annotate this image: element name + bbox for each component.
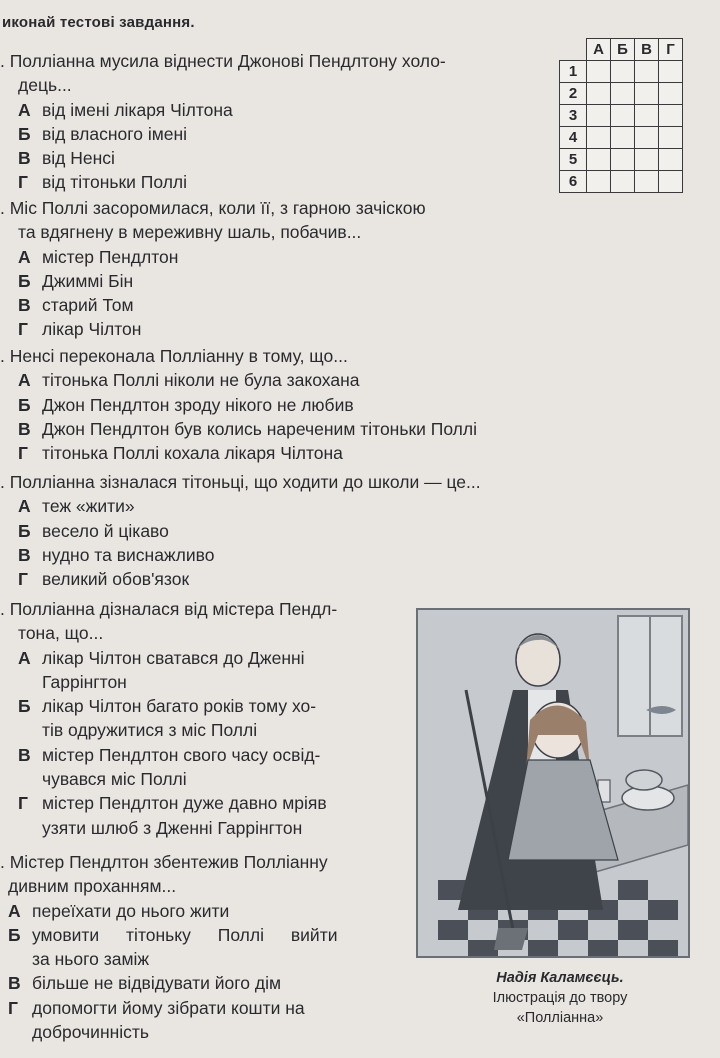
grid-row-label: 5 xyxy=(560,149,587,171)
question-stem: . Містер Пендлтон збентежив Полліанну xyxy=(0,852,328,872)
question-stem: . Міс Поллі засоромилася, коли її, з гарною зачіскою xyxy=(0,198,426,218)
answer-option[interactable]: А теж «жити» xyxy=(18,496,135,517)
grid-row xyxy=(560,105,683,127)
question-stem: . Ненсі переконала Полліанну в тому, що... xyxy=(0,346,348,366)
answer-option[interactable]: В старий Том xyxy=(18,295,134,316)
answer-option[interactable]: А тітонька Поллі ніколи не була закохана xyxy=(18,370,360,391)
grid-cell[interactable] xyxy=(635,149,659,171)
grid-cell[interactable] xyxy=(611,83,635,105)
answer-option[interactable]: Б лікар Чілтон багато років тому хо- тів одружитися з міс Поллі xyxy=(18,696,317,741)
question-6 xyxy=(0,850,410,1044)
answer-option[interactable]: А містер Пендлтон xyxy=(18,246,179,267)
grid-cell[interactable] xyxy=(635,127,659,149)
grid-cell[interactable] xyxy=(659,105,683,127)
grid-row xyxy=(560,171,683,193)
grid-cell[interactable] xyxy=(587,83,611,105)
question-stem: дець... xyxy=(18,75,72,96)
grid-row-label: 1 xyxy=(560,61,587,83)
answer-option[interactable]: Г лікар Чілтон xyxy=(18,319,142,340)
answer-option[interactable]: Б весело й цікаво xyxy=(18,520,169,541)
answer-option[interactable]: Б Джиммі Бін xyxy=(18,270,134,291)
grid-cell[interactable] xyxy=(635,171,659,193)
grid-cell[interactable] xyxy=(659,61,683,83)
grid-row xyxy=(560,127,683,149)
question-5 xyxy=(0,597,410,840)
grid-cell[interactable] xyxy=(587,149,611,171)
grid-cell[interactable] xyxy=(611,105,635,127)
grid-cell[interactable] xyxy=(611,149,635,171)
answer-option[interactable]: В нудно та виснажливо xyxy=(18,544,215,565)
grid-cell[interactable] xyxy=(659,127,683,149)
grid-row xyxy=(560,61,683,83)
illustration-drawing xyxy=(418,610,688,956)
question-1 xyxy=(0,49,560,195)
grid-cell[interactable] xyxy=(587,171,611,193)
answer-option[interactable]: А переїхати до нього жити xyxy=(8,900,230,921)
answer-option[interactable]: Г містер Пендлтон дуже давно мріяв узяти шлюб з Дженні Гаррінгтон xyxy=(18,793,327,838)
answer-option[interactable]: Г великий обов'язок xyxy=(18,569,190,590)
grid-cell[interactable] xyxy=(587,127,611,149)
question-stem: тона, що... xyxy=(18,623,104,644)
answer-option[interactable]: А лікар Чілтон сватався до Дженні Гаррінгтон xyxy=(18,647,305,692)
grid-col-g: Г xyxy=(659,39,683,61)
caption-line: «Полліанна» xyxy=(516,1010,604,1026)
grid-row-label: 2 xyxy=(560,83,587,105)
answer-option[interactable]: В від Ненсі xyxy=(18,148,115,169)
question-stem: . Полліанна дізналася від містера Пендл- xyxy=(0,599,338,619)
answer-option[interactable]: В більше не відвідувати його дім xyxy=(8,973,282,994)
illustration-caption xyxy=(440,968,680,1028)
grid-cell[interactable] xyxy=(611,171,635,193)
grid-cell[interactable] xyxy=(635,61,659,83)
grid-row xyxy=(560,149,683,171)
answer-grid xyxy=(559,38,683,193)
answer-option[interactable]: Б умовити тітоньку Поллі вийти за нього заміж xyxy=(8,924,338,970)
grid-row-label: 4 xyxy=(560,127,587,149)
grid-col-v: В xyxy=(635,39,659,61)
caption-line: Ілюстрація до твору xyxy=(492,990,628,1006)
illustration xyxy=(416,608,690,958)
grid-row-label: 6 xyxy=(560,171,587,193)
grid-col-a: А xyxy=(587,39,611,61)
grid-cell[interactable] xyxy=(587,105,611,127)
question-4 xyxy=(0,470,660,591)
grid-row-label: 3 xyxy=(560,105,587,127)
grid-cell[interactable] xyxy=(611,61,635,83)
answer-option[interactable]: Б Джон Пендлтон зроду нікого не любив xyxy=(18,394,354,415)
question-stem: . Полліанна мусила віднести Джонові Пендлтону холо- xyxy=(0,51,446,71)
question-2 xyxy=(0,196,560,342)
answer-option[interactable]: В Джон Пендлтон був колись нареченим тітоньки Поллі xyxy=(18,418,477,439)
answer-option[interactable]: А від імені лікаря Чілтона xyxy=(18,99,233,120)
answer-option[interactable]: Г тітонька Поллі кохала лікаря Чілтона xyxy=(18,443,343,464)
answer-option[interactable]: Г допомогти йому зібрати кошти на доброчинність xyxy=(8,997,305,1043)
question-3 xyxy=(0,344,640,465)
question-stem: дивним проханням... xyxy=(8,876,177,897)
section-heading: иконай тестові завдання. xyxy=(2,14,195,31)
answer-option[interactable]: Г від тітоньки Поллі xyxy=(18,172,188,193)
grid-corner xyxy=(560,39,587,61)
grid-cell[interactable] xyxy=(635,83,659,105)
grid-row xyxy=(560,83,683,105)
question-stem: та вдягнену в мереживну шаль, побачив... xyxy=(18,222,362,243)
grid-cell[interactable] xyxy=(635,105,659,127)
grid-cell[interactable] xyxy=(659,83,683,105)
grid-cell[interactable] xyxy=(611,127,635,149)
answer-option[interactable]: Б від власного імені xyxy=(18,123,188,144)
question-stem: . Полліанна зізналася тітоньці, що ходити до школи — це... xyxy=(0,472,481,492)
answer-grid-header xyxy=(560,39,683,61)
grid-cell[interactable] xyxy=(659,171,683,193)
caption-author: Надія Каламєєць. xyxy=(496,970,624,986)
grid-cell[interactable] xyxy=(659,149,683,171)
answer-option[interactable]: В містер Пендлтон свого часу освід- чувався міс Поллі xyxy=(18,744,321,790)
grid-cell[interactable] xyxy=(587,61,611,83)
grid-col-b: Б xyxy=(611,39,635,61)
